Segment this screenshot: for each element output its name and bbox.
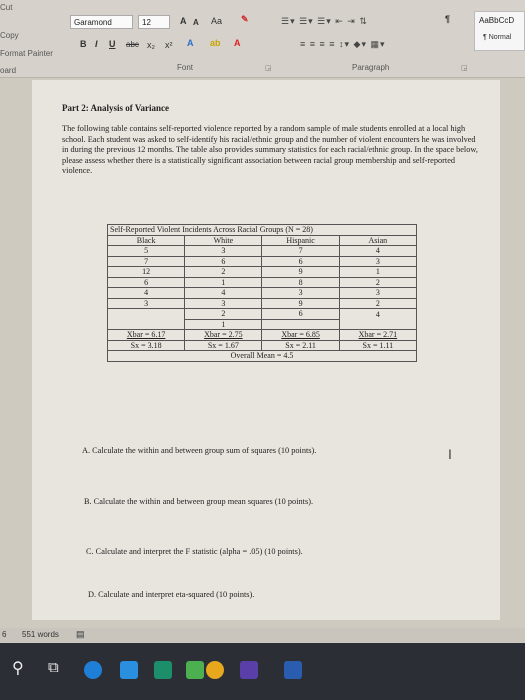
xbar-black: Xbar = 6.17 [108, 330, 185, 341]
table-cell: 8 [262, 277, 339, 288]
table-cell: 6 [185, 256, 262, 267]
xbar-row [108, 330, 417, 341]
word-count[interactable]: 551 words [22, 630, 59, 639]
edge-icon[interactable] [84, 661, 102, 679]
cut-button[interactable]: Cut [0, 3, 13, 12]
table-cell: 4 [339, 309, 416, 320]
taskbar [0, 643, 525, 700]
table-row [108, 309, 417, 320]
grow-font-button[interactable]: A [180, 16, 187, 26]
clipboard-group-label: oard [0, 66, 17, 75]
copy-button[interactable]: Copy [0, 31, 19, 40]
table-cell: 7 [108, 256, 185, 267]
xbar-hispanic: Xbar = 6.85 [262, 330, 339, 341]
table-cell: 3 [108, 298, 185, 309]
question-d: D. Calculate and interpret eta-squared (10 points). [88, 590, 255, 599]
font-group-label: Font [177, 63, 194, 72]
table-cell: 6 [108, 277, 185, 288]
font-color-icon[interactable]: A [234, 38, 241, 48]
table-cell: 6 [262, 309, 339, 320]
table-cell: 1 [339, 267, 416, 278]
highlight-icon[interactable]: ab [210, 38, 221, 48]
store-icon[interactable] [120, 661, 138, 679]
table-cell: 3 [185, 298, 262, 309]
col-header-white: White [185, 235, 262, 246]
xbar-asian: Xbar = 2.71 [339, 330, 416, 341]
table-cell: 3 [339, 288, 416, 299]
shrink-font-button[interactable]: A [193, 18, 199, 27]
question-a: A. Calculate the within and between group sum of squares (10 points). [82, 446, 317, 455]
text-effects-icon[interactable]: A [187, 38, 194, 48]
sx-black: Sx = 3.18 [108, 340, 185, 351]
sx-hispanic: Sx = 2.11 [262, 340, 339, 351]
table-cell: 2 [185, 309, 262, 320]
italic-button[interactable]: I [95, 39, 98, 49]
status-bar [0, 628, 525, 642]
style-normal[interactable] [474, 11, 525, 51]
table-cell: 9 [262, 298, 339, 309]
sx-row [108, 340, 417, 351]
task-view-icon[interactable]: ⧉ [48, 659, 59, 676]
alignment-buttons-icon[interactable]: ≡ ≡ ≡ ≡ ↕▾ ◆▾ ▦▾ [300, 39, 386, 49]
show-marks-button[interactable]: ¶ [445, 14, 451, 24]
table-cell: 4 [339, 246, 416, 257]
app-icon[interactable] [186, 661, 204, 679]
superscript-button[interactable]: x² [165, 40, 173, 50]
overall-mean: Overall Mean = 4.5 [108, 351, 417, 362]
table-cell [108, 309, 185, 320]
word-icon[interactable] [284, 661, 302, 679]
strikethrough-button[interactable]: abc [126, 40, 139, 49]
question-c: C. Calculate and interpret the F statistic (alpha = .05) (10 points). [86, 547, 303, 556]
table-cell: 12 [108, 267, 185, 278]
paragraph-group-label: Paragraph [352, 63, 390, 72]
underline-button[interactable]: U [109, 39, 116, 49]
sx-asian: Sx = 1.11 [339, 340, 416, 351]
table-cell: 1 [185, 319, 262, 330]
table-cell: 3 [339, 256, 416, 267]
teams-icon[interactable] [240, 661, 258, 679]
chrome-icon[interactable] [206, 661, 224, 679]
style-sample-text: AaBbCcD [479, 16, 515, 25]
table-row [108, 256, 417, 267]
font-name-select[interactable]: Garamond [70, 15, 133, 29]
table-cell [108, 319, 185, 330]
table-cell: 4 [185, 288, 262, 299]
paragraph-dialog-launcher-icon[interactable]: ◲ [461, 65, 468, 72]
question-b: B. Calculate the within and between group mean squares (10 points). [84, 497, 314, 506]
ribbon [0, 0, 525, 78]
document-page[interactable] [32, 80, 500, 620]
table-cell [339, 319, 416, 330]
font-size-select[interactable]: 12 [138, 15, 170, 29]
table-title: Self-Reported Violent Incidents Across Racial Groups (N = 28) [108, 225, 417, 236]
subscript-button[interactable]: x₂ [147, 40, 155, 50]
xbar-white: Xbar = 2.75 [185, 330, 262, 341]
search-icon[interactable]: ⚲ [12, 660, 24, 677]
table-cell: 2 [185, 267, 262, 278]
page-number: 6 [2, 630, 7, 639]
table-cell: 1 [185, 277, 262, 288]
col-header-hispanic: Hispanic [262, 235, 339, 246]
table-row [108, 288, 417, 299]
section-heading: Part 2: Analysis of Variance [62, 103, 169, 113]
proofing-icon[interactable]: ▤ [76, 629, 85, 639]
intro-paragraph: The following table contains self-reported violence reported by a random sample of male students enrolled at a local high school. Each student was asked to self-identify his racial/ethnic group and the number of violent encounters he was involved in during the previous 12 months. The table also provides summary statistics for each racial/ethnic group. In the space below, please assess whether there is a statistically significant association between racial group membership and self-reported violence. [62, 124, 478, 175]
calculator-icon[interactable] [154, 661, 172, 679]
font-dialog-launcher-icon[interactable]: ◲ [265, 65, 272, 72]
table-row [108, 267, 417, 278]
format-painter-button[interactable]: Format Painter [0, 49, 53, 58]
list-buttons-icon[interactable]: ☰▾ ☰▾ ☰▾ ⇤ ⇥ ⇅ [281, 16, 368, 26]
table-cell: 6 [262, 256, 339, 267]
table-cell: 4 [108, 288, 185, 299]
table-cell: 3 [262, 288, 339, 299]
table-cell: 7 [262, 246, 339, 257]
overall-mean-row [108, 351, 417, 362]
table-row [108, 319, 417, 330]
bold-button[interactable]: B [80, 39, 87, 49]
table-row [108, 277, 417, 288]
text-cursor-icon: I [448, 446, 452, 462]
violence-table [107, 224, 417, 362]
clear-formatting-icon[interactable]: ✎ [241, 14, 249, 24]
col-header-asian: Asian [339, 235, 416, 246]
table-row [108, 246, 417, 257]
table-row [108, 298, 417, 309]
change-case-button[interactable]: Aa [211, 16, 223, 26]
table-cell [262, 319, 339, 330]
table-cell: 5 [108, 246, 185, 257]
col-header-black: Black [108, 235, 185, 246]
style-name-label: ¶ Normal [483, 34, 512, 41]
table-header-row [108, 235, 417, 246]
table-cell: 3 [185, 246, 262, 257]
table-cell: 9 [262, 267, 339, 278]
table-cell: 2 [339, 277, 416, 288]
table-cell: 2 [339, 298, 416, 309]
sx-white: Sx = 1.67 [185, 340, 262, 351]
